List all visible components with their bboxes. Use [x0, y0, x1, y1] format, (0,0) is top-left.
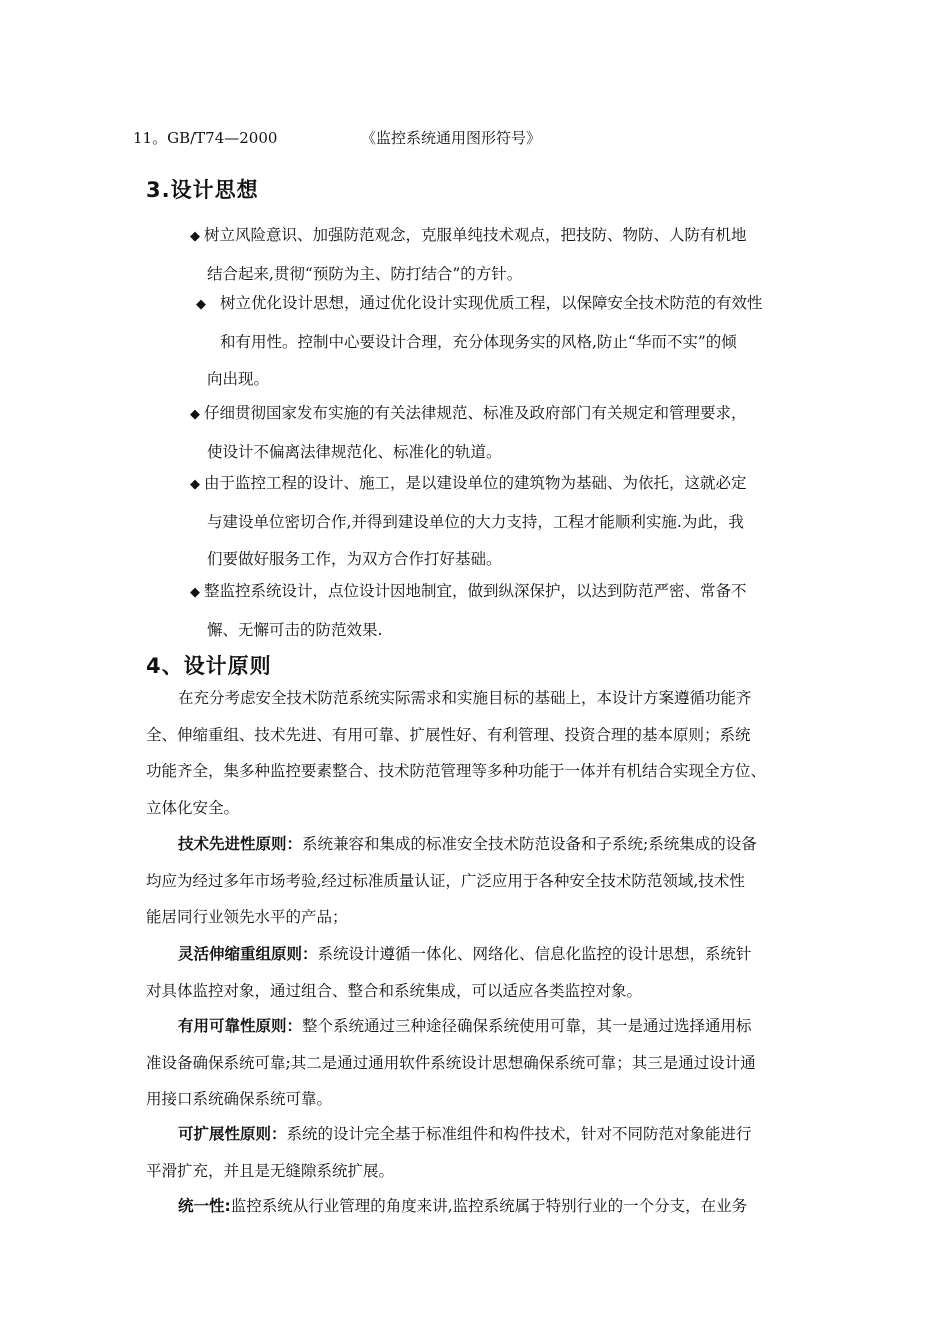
bullet-line: 和有用性。控制中心要设计合理，充分体现务实的风格,防止“华而不实”的倾: [220, 332, 737, 351]
bullet-line: 由于监控工程的设计、施工，是以建设单位的建筑物为基础、为依托，这就必定: [204, 474, 747, 492]
bullet-line: 树立优化设计思想，通过优化设计实现优质工程，以保障安全技术防范的有效性: [220, 294, 763, 312]
bullet-line: 整监控系统设计，点位设计因地制宜，做到纵深保护，以达到防范严密、常备不: [204, 582, 747, 600]
principle-flexible-reorganization: [146, 936, 806, 1009]
paragraph-line: 在充分考虑安全技术防范系统实际需求和实施目标的基础上，本设计方案遵循功能齐: [178, 689, 752, 707]
bullet-line: 使设计不偏离法律规范化、标准化的轨道。: [207, 442, 502, 461]
principle-title: 可扩展性原则：: [178, 1125, 287, 1143]
diamond-bullet-icon: ◆: [196, 297, 206, 312]
bullet-line: 仔细贯彻国家发布实施的有关法律规范、标准及政府部门有关规定和管理要求，: [204, 404, 747, 422]
paragraph-line: 系统设计遵循一体化、网络化、信息化监控的设计思想，系统针: [317, 945, 752, 963]
paragraph-line: 准设备确保系统可靠;其二是通过通用软件系统设计思想确保系统可靠；其三是通过设计通: [146, 1053, 756, 1072]
section-heading-design-principle: 4、设计原则: [146, 654, 272, 678]
standard-reference-line: [133, 127, 541, 148]
paragraph-line: 均应为经过多年市场考验,经过标准质量认证，广泛应用于各种安全技术防范领域,技术性: [146, 871, 745, 890]
paragraph-line: 监控系统从行业管理的角度来讲,监控系统属于特别行业的一个分支，在业务: [230, 1197, 748, 1215]
bullet-item: [190, 217, 747, 293]
paragraph-line: 系统兼容和集成的标准安全技术防范设备和子系统;系统集成的设备: [302, 835, 757, 853]
bullet-item: [190, 465, 747, 579]
diamond-bullet-icon: ◆: [190, 477, 200, 492]
paragraph-line: 功能齐全，集多种监控要素整合、技术防范管理等多种功能于一体并有机结合实现全方位、: [146, 762, 767, 780]
principle-reliability: [146, 1008, 806, 1118]
paragraph-line: 平滑扩充，并且是无缝隙系统扩展。: [146, 1161, 395, 1180]
paragraph-line: 能居同行业领先水平的产品；: [146, 908, 348, 926]
principle-uniformity: [146, 1188, 806, 1225]
section-heading-design-idea: 3.设计思想: [146, 178, 259, 202]
bullet-line: 与建设单位密切合作,并得到建设单位的大力支持，工程才能顺利实施.为此，我: [207, 512, 744, 531]
paragraph-line: 用接口系统确保系统可靠。: [146, 1090, 333, 1108]
principle-title: 技术先进性原则：: [178, 835, 303, 853]
standard-code: 11。GB/T74—2000: [133, 129, 278, 147]
principle-title: 统一性:: [178, 1197, 231, 1215]
design-principle-intro: [146, 680, 806, 826]
bullet-item: [196, 285, 763, 399]
diamond-bullet-icon: ◆: [190, 407, 200, 422]
paragraph-line: 对具体监控对象，通过组合、整合和系统集成，可以适应各类监控对象。: [146, 981, 643, 1000]
bullet-line: 们要做好服务工作，为双方合作打好基础。: [207, 550, 502, 568]
principle-title: 灵活伸缩重组原则：: [178, 945, 318, 963]
standard-title: 《监控系统通用图形符号》: [361, 129, 542, 147]
bullet-item: [190, 573, 747, 649]
paragraph-line: 全、伸缩重组、技术先进、有用可靠、扩展性好、有利管理、投资合理的基本原则；系统: [146, 725, 751, 744]
paragraph-line: 整个系统通过三种途径确保系统使用可靠，其一是通过选择通用标: [302, 1017, 752, 1035]
bullet-line: 结合起来,贯彻“预防为主、防打结合”的方针。: [207, 264, 523, 283]
bullet-item: [190, 395, 747, 471]
paragraph-line: 系统的设计完全基于标准组件和构件技术，针对不同防范对象能进行: [286, 1125, 752, 1143]
diamond-bullet-icon: ◆: [190, 585, 200, 600]
principle-title: 有用可靠性原则：: [178, 1017, 303, 1035]
principle-scalability: [146, 1116, 806, 1189]
bullet-line: 懈、无懈可击的防范效果.: [207, 620, 383, 639]
bullet-line: 向出现。: [207, 370, 270, 388]
principle-advanced-technology: [146, 826, 806, 936]
bullet-line: 树立风险意识、加强防范观念，克服单纯技术观点，把技防、物防、人防有机地: [204, 226, 747, 244]
diamond-bullet-icon: ◆: [190, 229, 200, 244]
paragraph-line: 立体化安全。: [146, 798, 240, 817]
